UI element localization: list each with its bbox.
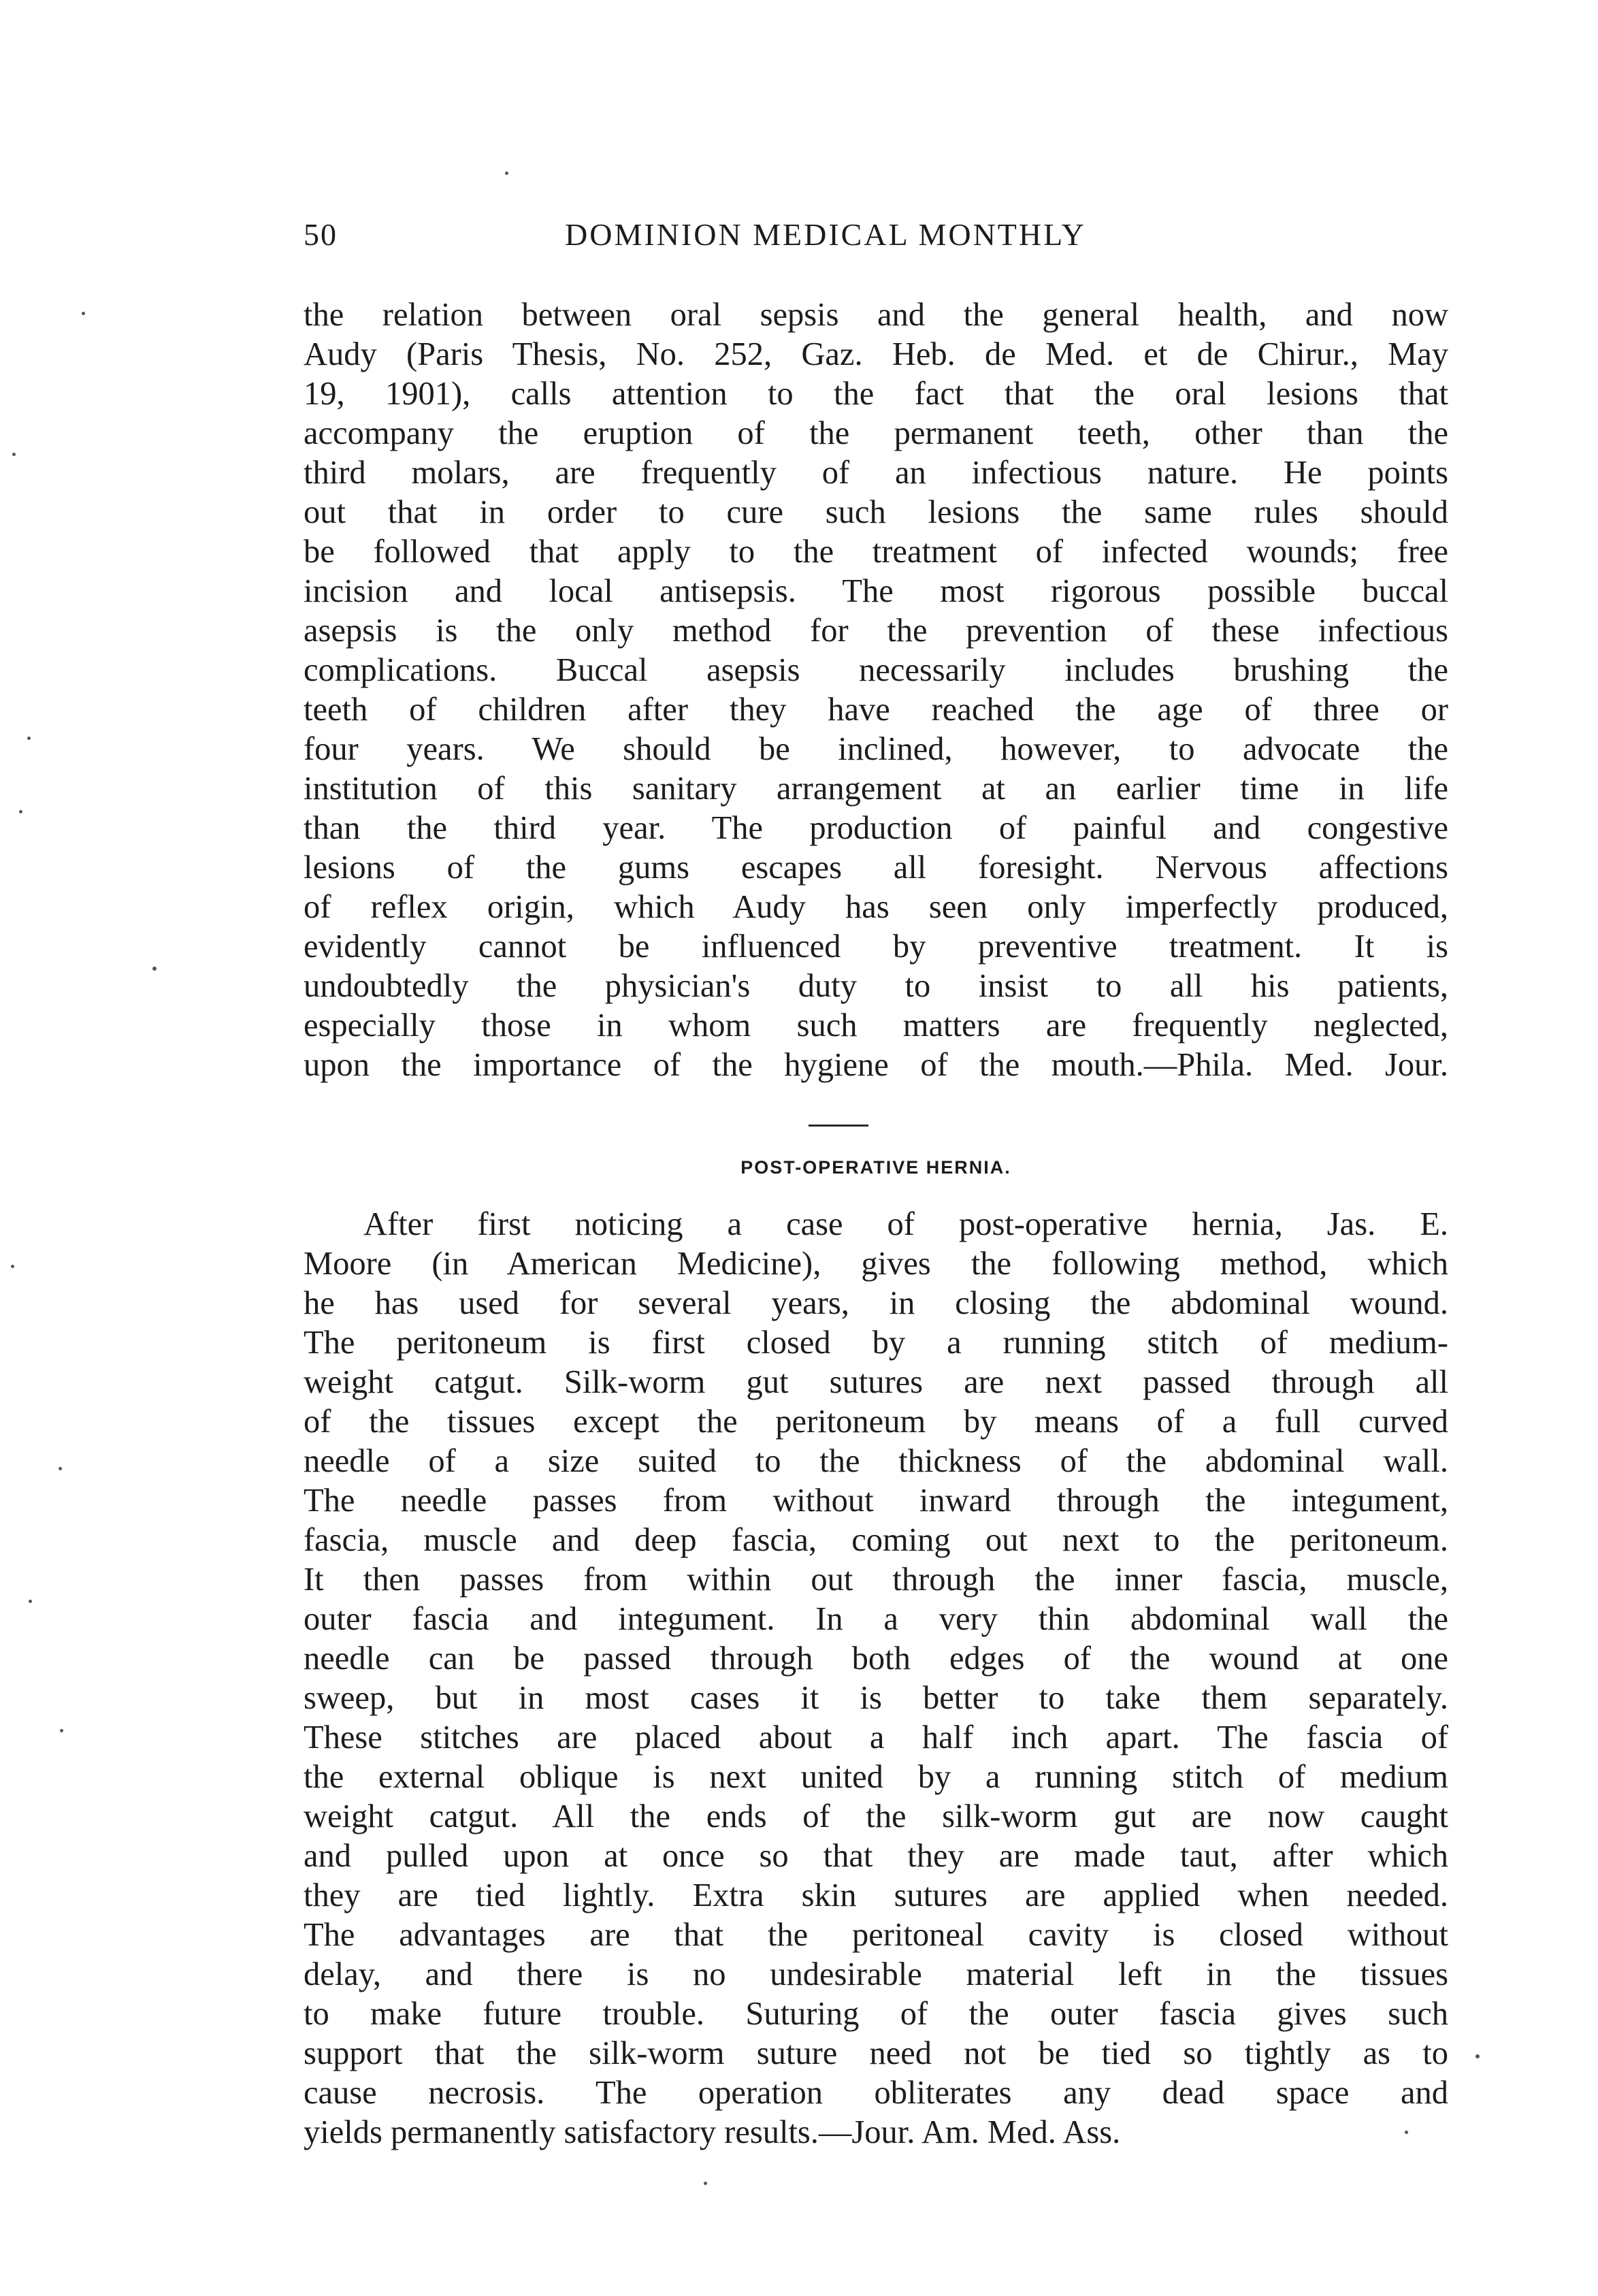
text-line: Moore (in American Medicine), gives the following method, which [304, 1246, 1448, 1282]
text-line: he has used for several years, in closing the abdominal wound. [304, 1285, 1448, 1321]
text-line: weight catgut. Silk-worm gut sutures are next passed through all [304, 1364, 1448, 1400]
page-number: 50 [304, 217, 338, 252]
text-line: 19, 1901), calls attention to the fact that the oral lesions that [304, 376, 1448, 412]
text-line: fascia, muscle and deep fascia, coming out next to the peritoneum. [304, 1522, 1448, 1558]
text-line: These stitches are placed about a half inch apart. The fascia of [304, 1719, 1448, 1756]
text-line: complications. Buccal asepsis necessarily includes brushing the [304, 652, 1448, 688]
text-line: to make future trouble. Suturing of the outer fascia gives such [304, 1996, 1448, 2032]
text-line: be followed that apply to the treatment of infected wounds; free [304, 534, 1448, 570]
scan-speck [60, 1729, 63, 1732]
journal-title: DOMINION MEDICAL MONTHLY [565, 217, 1086, 252]
text-line: undoubtedly the physician's duty to insist to all his patients, [304, 968, 1448, 1004]
scan-speck [1405, 2131, 1408, 2134]
text-line: The peritoneum is first closed by a running stitch of medium- [304, 1325, 1448, 1361]
scan-speck [704, 2182, 707, 2185]
text-line: lesions of the gums escapes all foresight. Nervous affections [304, 850, 1448, 886]
text-line: needle can be passed through both edges of the wound at one [304, 1640, 1448, 1677]
scan-speck [19, 810, 22, 813]
scan-speck [59, 1467, 62, 1470]
text-line: The advantages are that the peritoneal cavity is closed without [304, 1917, 1448, 1953]
scan-speck [27, 737, 31, 740]
text-line: needle of a size suited to the thickness of the abdominal wall. [304, 1443, 1448, 1479]
text-line: out that in order to cure such lesions the same rules should [304, 494, 1448, 530]
text-line: asepsis is the only method for the prevention of these infectious [304, 613, 1448, 649]
running-head [304, 216, 1448, 264]
text-line: evidently cannot be influenced by preventive treatment. It is [304, 928, 1448, 965]
text-line: teeth of children after they have reached the age of three or [304, 692, 1448, 728]
scan-speck [12, 453, 16, 456]
text-line: of reflex origin, which Audy has seen only imperfectly produced, [304, 889, 1448, 925]
scan-speck [152, 967, 157, 971]
section-divider [809, 1125, 868, 1127]
text-line-citation: upon the importance of the hygiene of the mouth.—Phila. Med. Jour. [304, 1047, 1448, 1083]
text-line-citation: yields permanently satisfactory results.—Jour. Am. Med. Ass. [304, 2114, 1121, 2150]
text-line: incision and local antisepsis. The most rigorous possible buccal [304, 573, 1448, 609]
text-line: accompany the eruption of the permanent teeth, other than the [304, 415, 1448, 451]
article-post-operative-hernia [304, 1205, 1448, 2152]
text-line: and pulled upon at once so that they are made taut, after which [304, 1838, 1448, 1874]
text-line: than the third year. The production of painful and congestive [304, 810, 1448, 846]
text-line: four years. We should be inclined, however, to advocate the [304, 731, 1448, 767]
text-line: It then passes from within out through the inner fascia, muscle, [304, 1562, 1448, 1598]
text-line: weight catgut. All the ends of the silk-worm gut are now caught [304, 1798, 1448, 1834]
text-line: Audy (Paris Thesis, No. 252, Gaz. Heb. de Med. et de Chirur., May [304, 336, 1448, 372]
text-line: the relation between oral sepsis and the general health, and now [304, 297, 1448, 333]
text-line: support that the silk-worm suture need not be tied so tightly as to [304, 2035, 1448, 2071]
text-line: of the tissues except the peritoneum by means of a full curved [304, 1404, 1448, 1440]
section-heading: POST-OPERATIVE HERNIA. [740, 1157, 1011, 1178]
text-line: they are tied lightly. Extra skin sutures are applied when needed. [304, 1877, 1448, 1913]
text-line: the external oblique is next united by a running stitch of medium [304, 1759, 1448, 1795]
text-line: After first noticing a case of post-operative hernia, Jas. E. [363, 1206, 1448, 1242]
text-line: institution of this sanitary arrangement at an earlier time in life [304, 771, 1448, 807]
text-line: third molars, are frequently of an infectious nature. He points [304, 455, 1448, 491]
scan-speck [29, 1600, 32, 1603]
text-line: especially those in whom such matters are frequently neglected, [304, 1007, 1448, 1044]
text-line: cause necrosis. The operation obliterates any dead space and [304, 2075, 1448, 2111]
article-oral-sepsis [304, 295, 1448, 1085]
scan-speck [82, 312, 85, 315]
scan-speck [1475, 2054, 1480, 2058]
text-line: outer fascia and integument. In a very thin abdominal wall the [304, 1601, 1448, 1637]
scan-speck [11, 1265, 14, 1268]
scan-speck [505, 172, 508, 175]
text-line: delay, and there is no undesirable material left in the tissues [304, 1956, 1448, 1992]
text-line: The needle passes from without inward through the integument, [304, 1483, 1448, 1519]
text-line: sweep, but in most cases it is better to take them separately. [304, 1680, 1448, 1716]
